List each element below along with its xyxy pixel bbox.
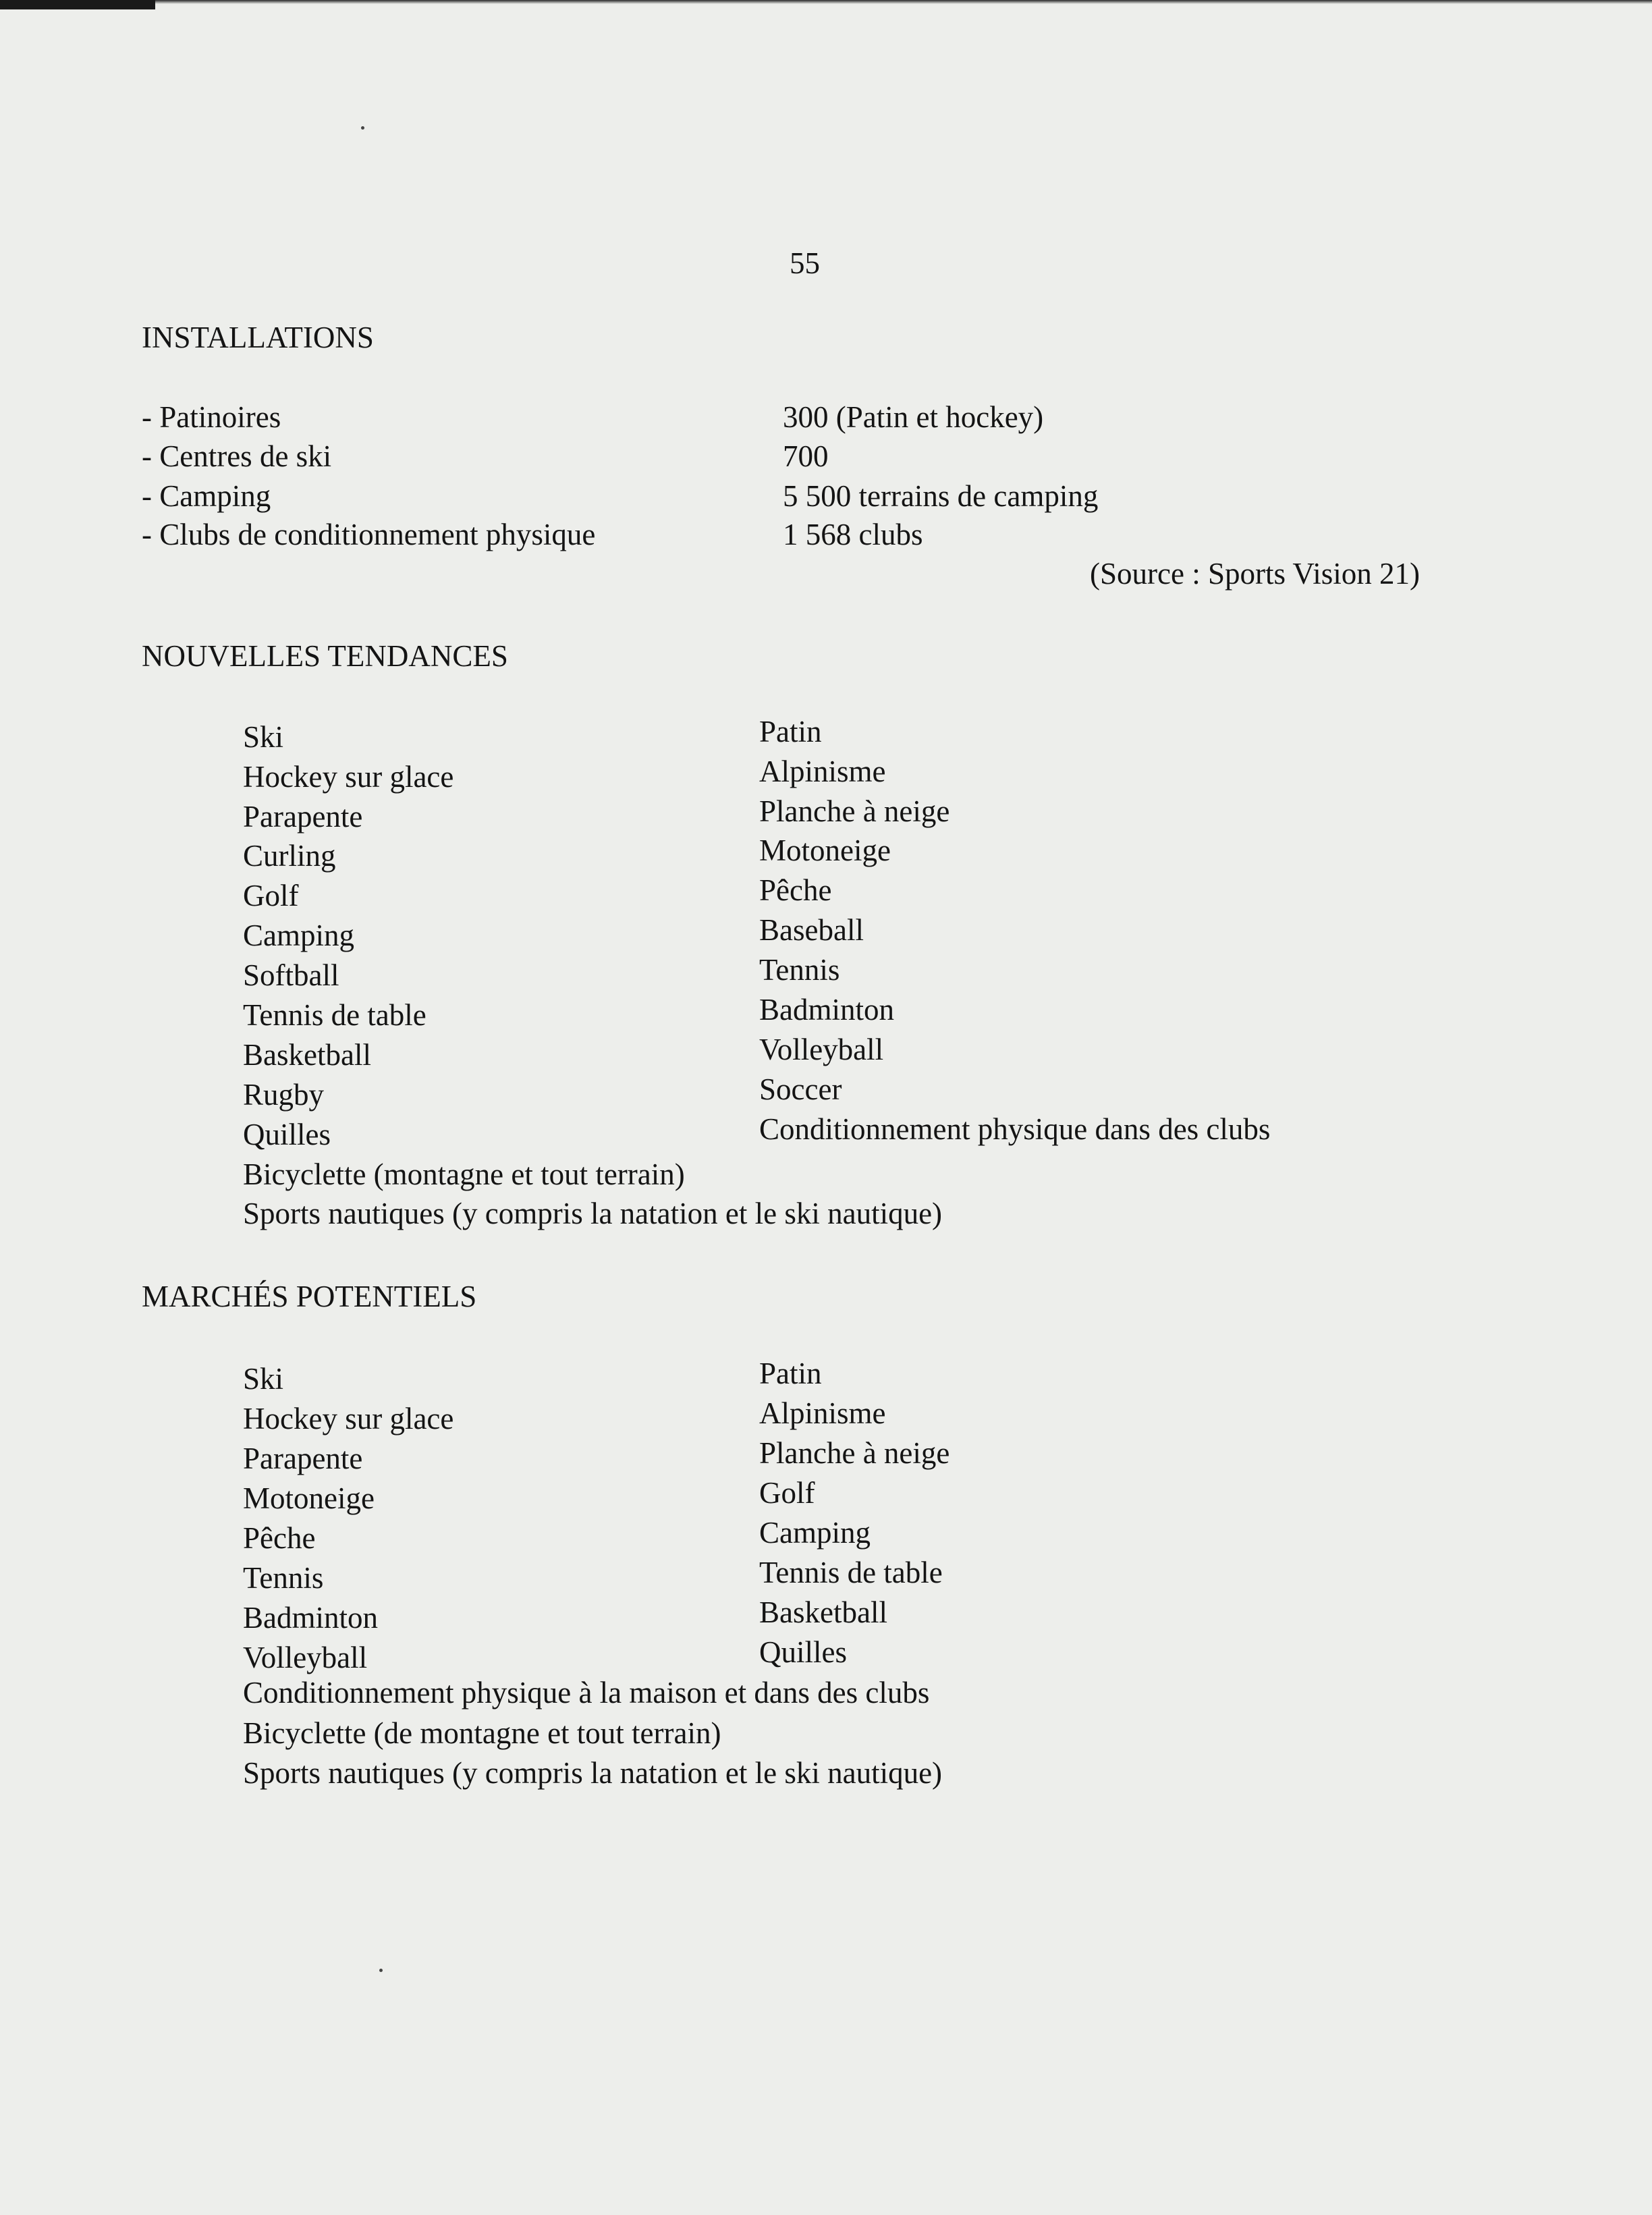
installations-heading: INSTALLATIONS [142,321,374,354]
list-item: Parapente [243,800,363,833]
installation-value: 1 568 clubs [783,518,923,551]
list-item: Parapente [243,1442,363,1475]
list-item: Softball [243,958,339,992]
list-item: Tennis [243,1561,324,1595]
list-item: Golf [243,879,299,912]
list-item: Planche à neige [759,1436,950,1470]
installation-value: 5 500 terrains de camping [783,479,1099,513]
list-item: Tennis [759,953,840,987]
list-item: Sports nautiques (y compris la natation et le ski nautique) [243,1197,943,1230]
list-item: Pêche [243,1521,316,1555]
list-item: Camping [243,919,354,952]
list-item: Volleyball [243,1641,368,1674]
list-item: Tennis de table [243,998,426,1032]
list-item: Camping [759,1516,871,1550]
list-item: Ski [243,1362,284,1396]
installation-label: - Patinoires [142,400,281,434]
list-item: Alpinisme [759,755,886,788]
list-item: Bicyclette (montagne et tout terrain) [243,1157,685,1191]
scan-edge-mark [0,0,155,9]
list-item: Basketball [243,1038,371,1072]
list-item: Patin [759,715,822,748]
list-item: Volleyball [759,1033,884,1066]
list-item: Conditionnement physique dans des clubs [759,1112,1271,1146]
installation-label: - Centres de ski [142,439,332,473]
list-item: Rugby [243,1078,325,1112]
list-item: Motoneige [243,1481,375,1515]
list-item: Quilles [243,1118,331,1151]
nouvelles-tendances-heading: NOUVELLES TENDANCES [142,639,508,673]
list-item: Badminton [243,1601,378,1635]
marches-potentiels-heading: MARCHÉS POTENTIELS [142,1280,477,1313]
page-number: 55 [790,246,820,280]
installation-value: 700 [783,439,829,473]
list-item: Curling [243,839,336,873]
list-item: Hockey sur glace [243,760,454,794]
list-item: Patin [759,1357,822,1390]
list-item: Sports nautiques (y compris la natation et le ski nautique) [243,1756,943,1790]
installations-source: (Source : Sports Vision 21) [1090,557,1420,591]
list-item: Basketball [759,1595,887,1629]
installation-label: - Clubs de conditionnement physique [142,518,596,551]
list-item: Bicyclette (de montagne et tout terrain) [243,1716,721,1750]
scan-speck [361,126,364,130]
list-item: Hockey sur glace [243,1402,454,1435]
list-item: Baseball [759,913,864,947]
list-item: Tennis de table [759,1556,943,1589]
list-item: Soccer [759,1072,842,1106]
list-item: Ski [243,720,284,754]
scan-speck [379,1969,383,1972]
scan-edge-shadow [0,0,1652,4]
list-item: Conditionnement physique à la maison et dans des clubs [243,1676,930,1710]
list-item: Quilles [759,1635,847,1669]
installation-label: - Camping [142,479,271,513]
installation-value: 300 (Patin et hockey) [783,400,1044,434]
list-item: Badminton [759,993,894,1027]
list-item: Motoneige [759,833,891,867]
list-item: Golf [759,1476,815,1510]
list-item: Alpinisme [759,1396,886,1430]
list-item: Pêche [759,873,832,907]
list-item: Planche à neige [759,794,950,828]
